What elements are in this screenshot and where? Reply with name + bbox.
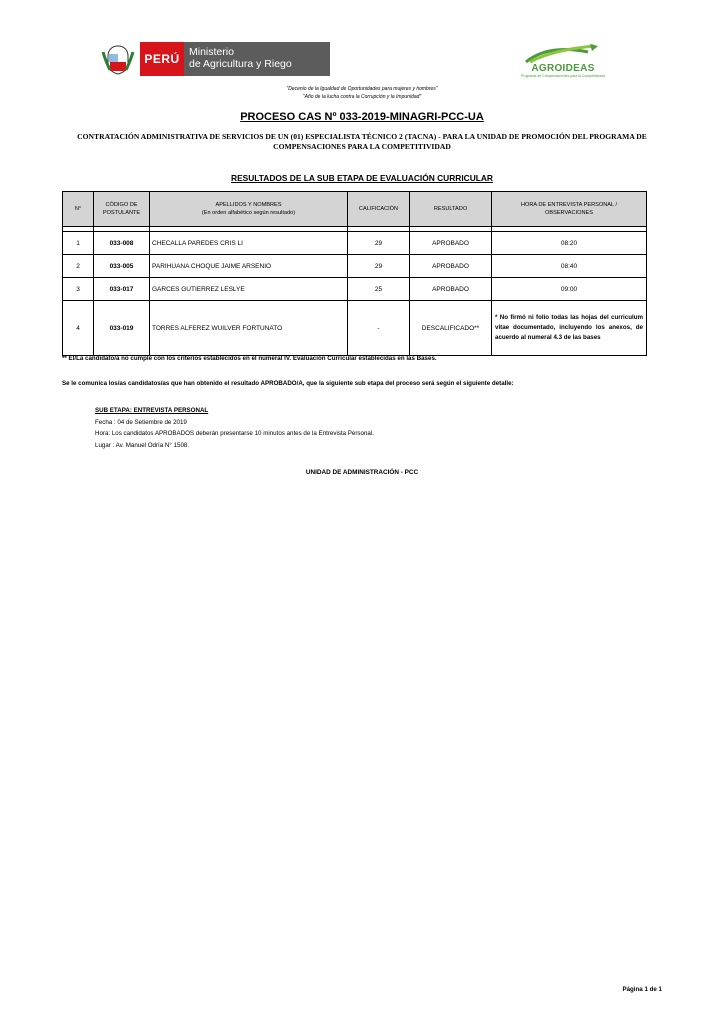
row-score: 25 xyxy=(348,278,410,301)
header-code-line-1: CÓDIGO DE xyxy=(105,202,138,208)
section-title: RESULTADOS DE LA SUB ETAPA DE EVALUACIÓN CURRICULAR xyxy=(231,173,493,183)
row-obs: 08:20 xyxy=(492,232,647,255)
row-code: 033-019 xyxy=(94,301,150,356)
header-names-line-1: APELLIDOS Y NOMBRES xyxy=(215,202,282,208)
interview-title: SUB ETAPA: ENTREVISTA PERSONAL xyxy=(95,407,209,414)
row-result: APROBADO xyxy=(410,232,492,255)
row-result: APROBADO xyxy=(410,278,492,301)
table-row xyxy=(63,255,647,278)
header-names xyxy=(150,192,348,227)
header-time-line-1: HORA DE ENTREVISTA PERSONAL / xyxy=(520,202,618,208)
agroideas-tagline: Programa de Compensaciones para la Competitividad xyxy=(520,74,606,78)
ministry-line-2: de Agricultura y Riego xyxy=(189,58,292,70)
document-title: PROCESO CAS Nº 033-2019-MINAGRI-PCC-UA xyxy=(240,111,484,123)
row-obs: * No firmó ni folio todas las hojas del curriculum vitae documentado, incluyendo los anexos, de acuerdo al numeral 4.3 de las bases xyxy=(492,301,647,356)
header-score: CALIFICACIÓN xyxy=(348,192,410,227)
table-row xyxy=(63,301,647,356)
interview-place: Lugar : Av. Manuel Odría N° 1508. xyxy=(95,441,190,449)
peru-coat-of-arms-icon xyxy=(100,42,136,76)
row-num: 3 xyxy=(63,278,94,301)
document-subtitle: CONTRATACIÓN ADMINISTRATIVA DE SERVICIOS DE UN (01) ESPECIALISTA TÉCNICO 2 (TACNA) - PARA LA UNIDAD DE PROMOCIÓN DEL PROGRAMA DE COMPENSACIONES PARA LA COMPETITIVIDAD xyxy=(77,132,647,151)
row-code: 033-008 xyxy=(94,232,150,255)
row-obs: 08:40 xyxy=(492,255,647,278)
row-num: 2 xyxy=(63,255,94,278)
footnote: ** El/La candidato/a no cumple con los criterios establecidos en el numeral IV. Evaluación Curricular establecidas en las Bases. xyxy=(62,355,437,362)
ministry-line-1: Ministerio xyxy=(189,46,234,58)
header-names-line-2: (En orden alfabético según resultado) xyxy=(201,210,296,216)
row-num: 4 xyxy=(63,301,94,356)
administration-unit: UNIDAD DE ADMINISTRACIÓN - PCC xyxy=(305,469,419,476)
year-motto: "Año de la lucha contra la Corrupción y la Impunidad" xyxy=(302,94,422,100)
row-result: APROBADO xyxy=(410,255,492,278)
page-number: Página 1 de 1 xyxy=(622,986,662,993)
row-obs: 09:00 xyxy=(492,278,647,301)
table-row xyxy=(63,232,647,255)
header-code-line-2: POSTULANTE xyxy=(102,210,141,216)
row-name: PARIHUANA CHOQUE JAIME ARSENIO xyxy=(150,255,348,278)
header-result: RESULTADO xyxy=(410,192,492,227)
row-score: - xyxy=(348,301,410,356)
communication-text: Se le comunica los/as candidatos/as que han obtenido el resultado APROBADO/A, que la siguiente sub etapa del proceso será según el siguiente detalle: xyxy=(62,380,514,387)
header-num: N° xyxy=(63,192,94,227)
row-score: 29 xyxy=(348,255,410,278)
header-time-line-2: OBSERVACIONES xyxy=(545,210,593,216)
interview-details xyxy=(95,405,595,451)
agroideas-name: AGROIDEAS xyxy=(531,63,595,74)
row-name: TORRES ALFEREZ WUILVER FORTUNATO xyxy=(150,301,348,356)
row-result: DESCALIFICADO** xyxy=(410,301,492,356)
header-code xyxy=(94,192,150,227)
row-code: 033-005 xyxy=(94,255,150,278)
interview-time: Hora: Los candidatos APROBADOS deberán presentarse 10 minutos antes de la Entrevista Personal. xyxy=(95,430,374,437)
results-table xyxy=(62,191,647,356)
peru-brand-block: PERÚ xyxy=(140,42,184,76)
table-row xyxy=(63,278,647,301)
decade-motto: "Decenio de la Igualdad de Oportunidades para mujeres y hombres" xyxy=(286,86,438,92)
row-score: 29 xyxy=(348,232,410,255)
header-time xyxy=(492,192,647,227)
row-name: GARCES GUTIERREZ LESLYE xyxy=(150,278,348,301)
row-name: CHECALLA PAREDES CRIS LI xyxy=(150,232,348,255)
table-header-row xyxy=(63,192,647,227)
interview-date: Fecha : 04 de Setiembre de 2019 xyxy=(95,418,187,426)
row-code: 033-017 xyxy=(94,278,150,301)
row-num: 1 xyxy=(63,232,94,255)
ministry-name xyxy=(184,42,330,76)
